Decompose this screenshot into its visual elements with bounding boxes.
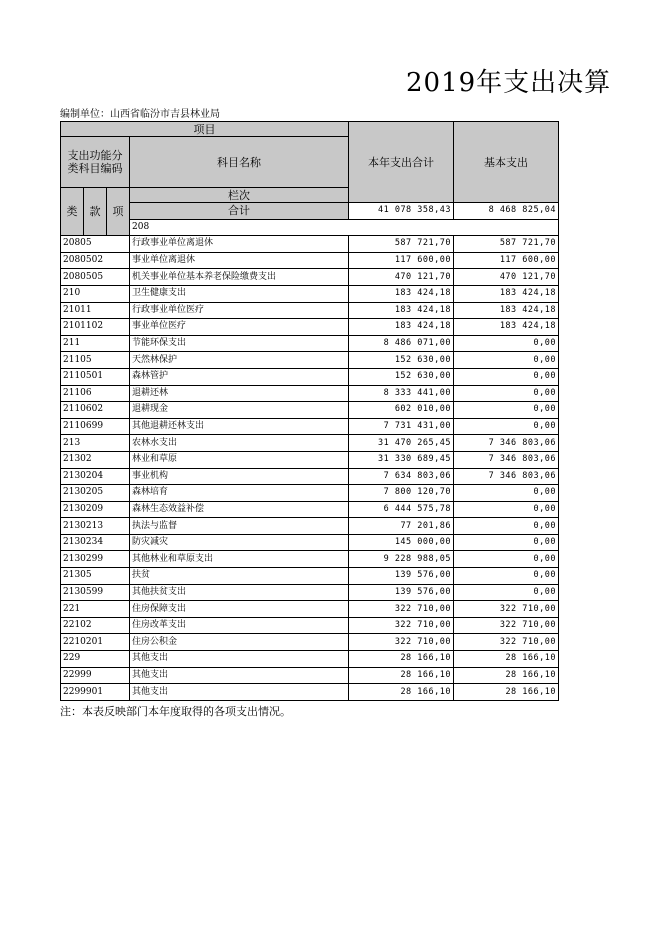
subject-code: 2130599: [61, 584, 130, 601]
subject-name: 事业单位医疗: [130, 319, 349, 336]
basic-expenditure-value: 28 166,10: [454, 667, 559, 684]
subject-code: 2210201: [61, 634, 130, 651]
subject-name: 行政事业单位离退休: [130, 236, 349, 253]
header-column-label: 栏次: [130, 188, 349, 203]
subject-code: 2130234: [61, 534, 130, 551]
table-row: [61, 435, 559, 452]
total-expenditure-value: 152 630,00: [349, 368, 454, 385]
subject-code: 229: [61, 651, 130, 668]
total-expenditure-value: 145 000,00: [349, 534, 454, 551]
basic-expenditure-value: 183 424,18: [454, 319, 559, 336]
header-function-code: 支出功能分类科目编码: [61, 137, 130, 188]
total-expenditure-value: 31 470 265,45: [349, 435, 454, 452]
basic-expenditure-value: 0,00: [454, 402, 559, 419]
table-row: [61, 418, 559, 435]
subject-code: 21011: [61, 302, 130, 319]
subject-name: 住房公积金: [130, 634, 349, 651]
total-expenditure-value: 8 486 071,00: [349, 335, 454, 352]
basic-expenditure-value: 0,00: [454, 368, 559, 385]
total-expenditure-value: 7 634 803,06: [349, 468, 454, 485]
basic-expenditure-value: 28 166,10: [454, 651, 559, 668]
subject-code: 2080505: [61, 269, 130, 286]
subject-code: 2130205: [61, 485, 130, 502]
basic-expenditure-value: 322 710,00: [454, 634, 559, 651]
basic-expenditure-value: 0,00: [454, 385, 559, 402]
subject-name: 其他支出: [130, 684, 349, 701]
basic-expenditure-value: 0,00: [454, 418, 559, 435]
total-expenditure-value: 470 121,70: [349, 269, 454, 286]
total-expenditure-value: 9 228 988,05: [349, 551, 454, 568]
subject-code: 21305: [61, 568, 130, 585]
subject-name: 森林培育: [130, 485, 349, 502]
basic-expenditure-value: 587 721,70: [454, 236, 559, 253]
table-row: [61, 485, 559, 502]
subject-name: 防灾减灾: [130, 534, 349, 551]
total-expenditure-value: 28 166,10: [349, 667, 454, 684]
preparing-unit: 编制单位：山西省临汾市吉县林业局: [60, 109, 220, 120]
subject-code: 22102: [61, 617, 130, 634]
total-expenditure-value: 117 600,00: [349, 252, 454, 269]
subject-code: 210: [61, 285, 130, 302]
basic-expenditure-value: 0,00: [454, 485, 559, 502]
total-label: 合计: [130, 203, 349, 220]
header-lei: 类: [61, 188, 84, 236]
basic-expenditure-value: 0,00: [454, 534, 559, 551]
table-row: [61, 252, 559, 269]
header-xiang: 项: [107, 188, 130, 236]
total-expenditure-value: 7 731 431,00: [349, 418, 454, 435]
subject-name: 住房改革支出: [130, 617, 349, 634]
basic-expenditure-value: 322 710,00: [454, 601, 559, 618]
table-row: [61, 236, 559, 253]
subject-name: 卫生健康支出: [130, 285, 349, 302]
subject-code: 21302: [61, 451, 130, 468]
subject-code: 21105: [61, 352, 130, 369]
total-expenditure-value: 31 330 689,45: [349, 451, 454, 468]
subject-code: 21106: [61, 385, 130, 402]
subject-name: 其他退耕还林支出: [130, 418, 349, 435]
header-kuan: 款: [84, 188, 107, 236]
basic-expenditure-value: 183 424,18: [454, 285, 559, 302]
table-row: [61, 219, 559, 236]
page-title: 2019年支出决算: [406, 68, 612, 98]
table-row: [61, 651, 559, 668]
subject-name: 其他支出: [130, 667, 349, 684]
header-subject-name: 科目名称: [130, 137, 349, 188]
table-row: [61, 352, 559, 369]
total-expenditure-value: 139 576,00: [349, 584, 454, 601]
basic-expenditure-value: 0,00: [454, 352, 559, 369]
footnote: 注：本表反映部门本年度取得的各项支出情况。: [60, 705, 291, 718]
subject-name: 天然林保护: [130, 352, 349, 369]
table-row: [61, 551, 559, 568]
table-row: [61, 368, 559, 385]
subject-name: 退耕现金: [130, 402, 349, 419]
table-row: [61, 468, 559, 485]
subject-code: 20805: [61, 236, 130, 253]
total-expenditure-value: 183 424,18: [349, 319, 454, 336]
table-row: [61, 601, 559, 618]
total-row: [61, 203, 559, 220]
total-expenditure-value: 6 444 575,78: [349, 501, 454, 518]
subject-code: 2130204: [61, 468, 130, 485]
basic-expenditure-value: 0,00: [454, 501, 559, 518]
basic-expenditure-value: 0,00: [454, 335, 559, 352]
subject-name: 住房保障支出: [130, 601, 349, 618]
basic-expenditure-value: 0,00: [454, 518, 559, 535]
basic-expenditure-value: 0,00: [454, 584, 559, 601]
total-amount: 41 078 358,43: [349, 203, 454, 220]
total-expenditure-value: 587 721,70: [349, 236, 454, 253]
total-expenditure-value: 183 424,18: [349, 302, 454, 319]
total-expenditure-value: 602 010,00: [349, 402, 454, 419]
table-row: [61, 667, 559, 684]
subject-code: 2110699: [61, 418, 130, 435]
subject-code: 2110501: [61, 368, 130, 385]
total-expenditure-value: 139 576,00: [349, 568, 454, 585]
subject-name: 执法与监督: [130, 518, 349, 535]
total-expenditure-value: 322 710,00: [349, 634, 454, 651]
table-row: [61, 501, 559, 518]
basic-expenditure-value: 7 346 803,06: [454, 451, 559, 468]
subject-code: 208: [130, 219, 559, 236]
subject-name: 其他扶贫支出: [130, 584, 349, 601]
subject-name: 事业单位离退休: [130, 252, 349, 269]
subject-code: 213: [61, 435, 130, 452]
subject-name: 农林水支出: [130, 435, 349, 452]
total-expenditure-value: 152 630,00: [349, 352, 454, 369]
total-expenditure-value: 8 333 441,00: [349, 385, 454, 402]
total-expenditure-value: 322 710,00: [349, 617, 454, 634]
total-expenditure-value: 183 424,18: [349, 285, 454, 302]
subject-name: 事业机构: [130, 468, 349, 485]
subject-name: 森林管护: [130, 368, 349, 385]
table-row: [61, 617, 559, 634]
expenditure-table: [60, 121, 559, 701]
table-row: [61, 285, 559, 302]
table-row: [61, 402, 559, 419]
basic-expenditure-value: 0,00: [454, 551, 559, 568]
subject-code: 2080502: [61, 252, 130, 269]
basic-expenditure-value: 0,00: [454, 568, 559, 585]
subject-code: 2110602: [61, 402, 130, 419]
table-row: [61, 385, 559, 402]
total-expenditure-value: 77 201,86: [349, 518, 454, 535]
table-row: [61, 518, 559, 535]
subject-name: 退耕还林: [130, 385, 349, 402]
basic-expenditure-value: 7 346 803,06: [454, 435, 559, 452]
table-row: [61, 269, 559, 286]
total-basic-amount: 8 468 825,04: [454, 203, 559, 220]
subject-name: 其他林业和草原支出: [130, 551, 349, 568]
total-expenditure-value: 28 166,10: [349, 651, 454, 668]
table-row: [61, 634, 559, 651]
basic-expenditure-value: 322 710,00: [454, 617, 559, 634]
header-item: 项目: [61, 122, 349, 137]
subject-code: 211: [61, 335, 130, 352]
subject-name: 林业和草原: [130, 451, 349, 468]
total-expenditure-value: 28 166,10: [349, 684, 454, 701]
subject-code: 2130209: [61, 501, 130, 518]
table-row: [61, 584, 559, 601]
subject-name: 行政事业单位医疗: [130, 302, 349, 319]
basic-expenditure-value: 183 424,18: [454, 302, 559, 319]
basic-expenditure-value: 117 600,00: [454, 252, 559, 269]
subject-code: 2130213: [61, 518, 130, 535]
subject-code: 221: [61, 601, 130, 618]
subject-name: 森林生态效益补偿: [130, 501, 349, 518]
subject-name: 机关事业单位基本养老保险缴费支出: [130, 269, 349, 286]
table-row: [61, 302, 559, 319]
basic-expenditure-value: 470 121,70: [454, 269, 559, 286]
subject-name: 其他支出: [130, 651, 349, 668]
header-basic-expenditure: 基本支出: [454, 122, 559, 203]
total-expenditure-value: 7 800 120,70: [349, 485, 454, 502]
subject-code: 2101102: [61, 319, 130, 336]
subject-code: 2299901: [61, 684, 130, 701]
table-row: [61, 534, 559, 551]
table-row: [61, 335, 559, 352]
header-total-expenditure: 本年支出合计: [349, 122, 454, 203]
table-row: [61, 319, 559, 336]
subject-name: 扶贫: [130, 568, 349, 585]
table-row: [61, 568, 559, 585]
basic-expenditure-value: 28 166,10: [454, 684, 559, 701]
subject-name: 节能环保支出: [130, 335, 349, 352]
subject-code: 2130299: [61, 551, 130, 568]
total-expenditure-value: 322 710,00: [349, 601, 454, 618]
subject-code: 22999: [61, 667, 130, 684]
table-row: [61, 451, 559, 468]
table-row: [61, 684, 559, 701]
basic-expenditure-value: 7 346 803,06: [454, 468, 559, 485]
